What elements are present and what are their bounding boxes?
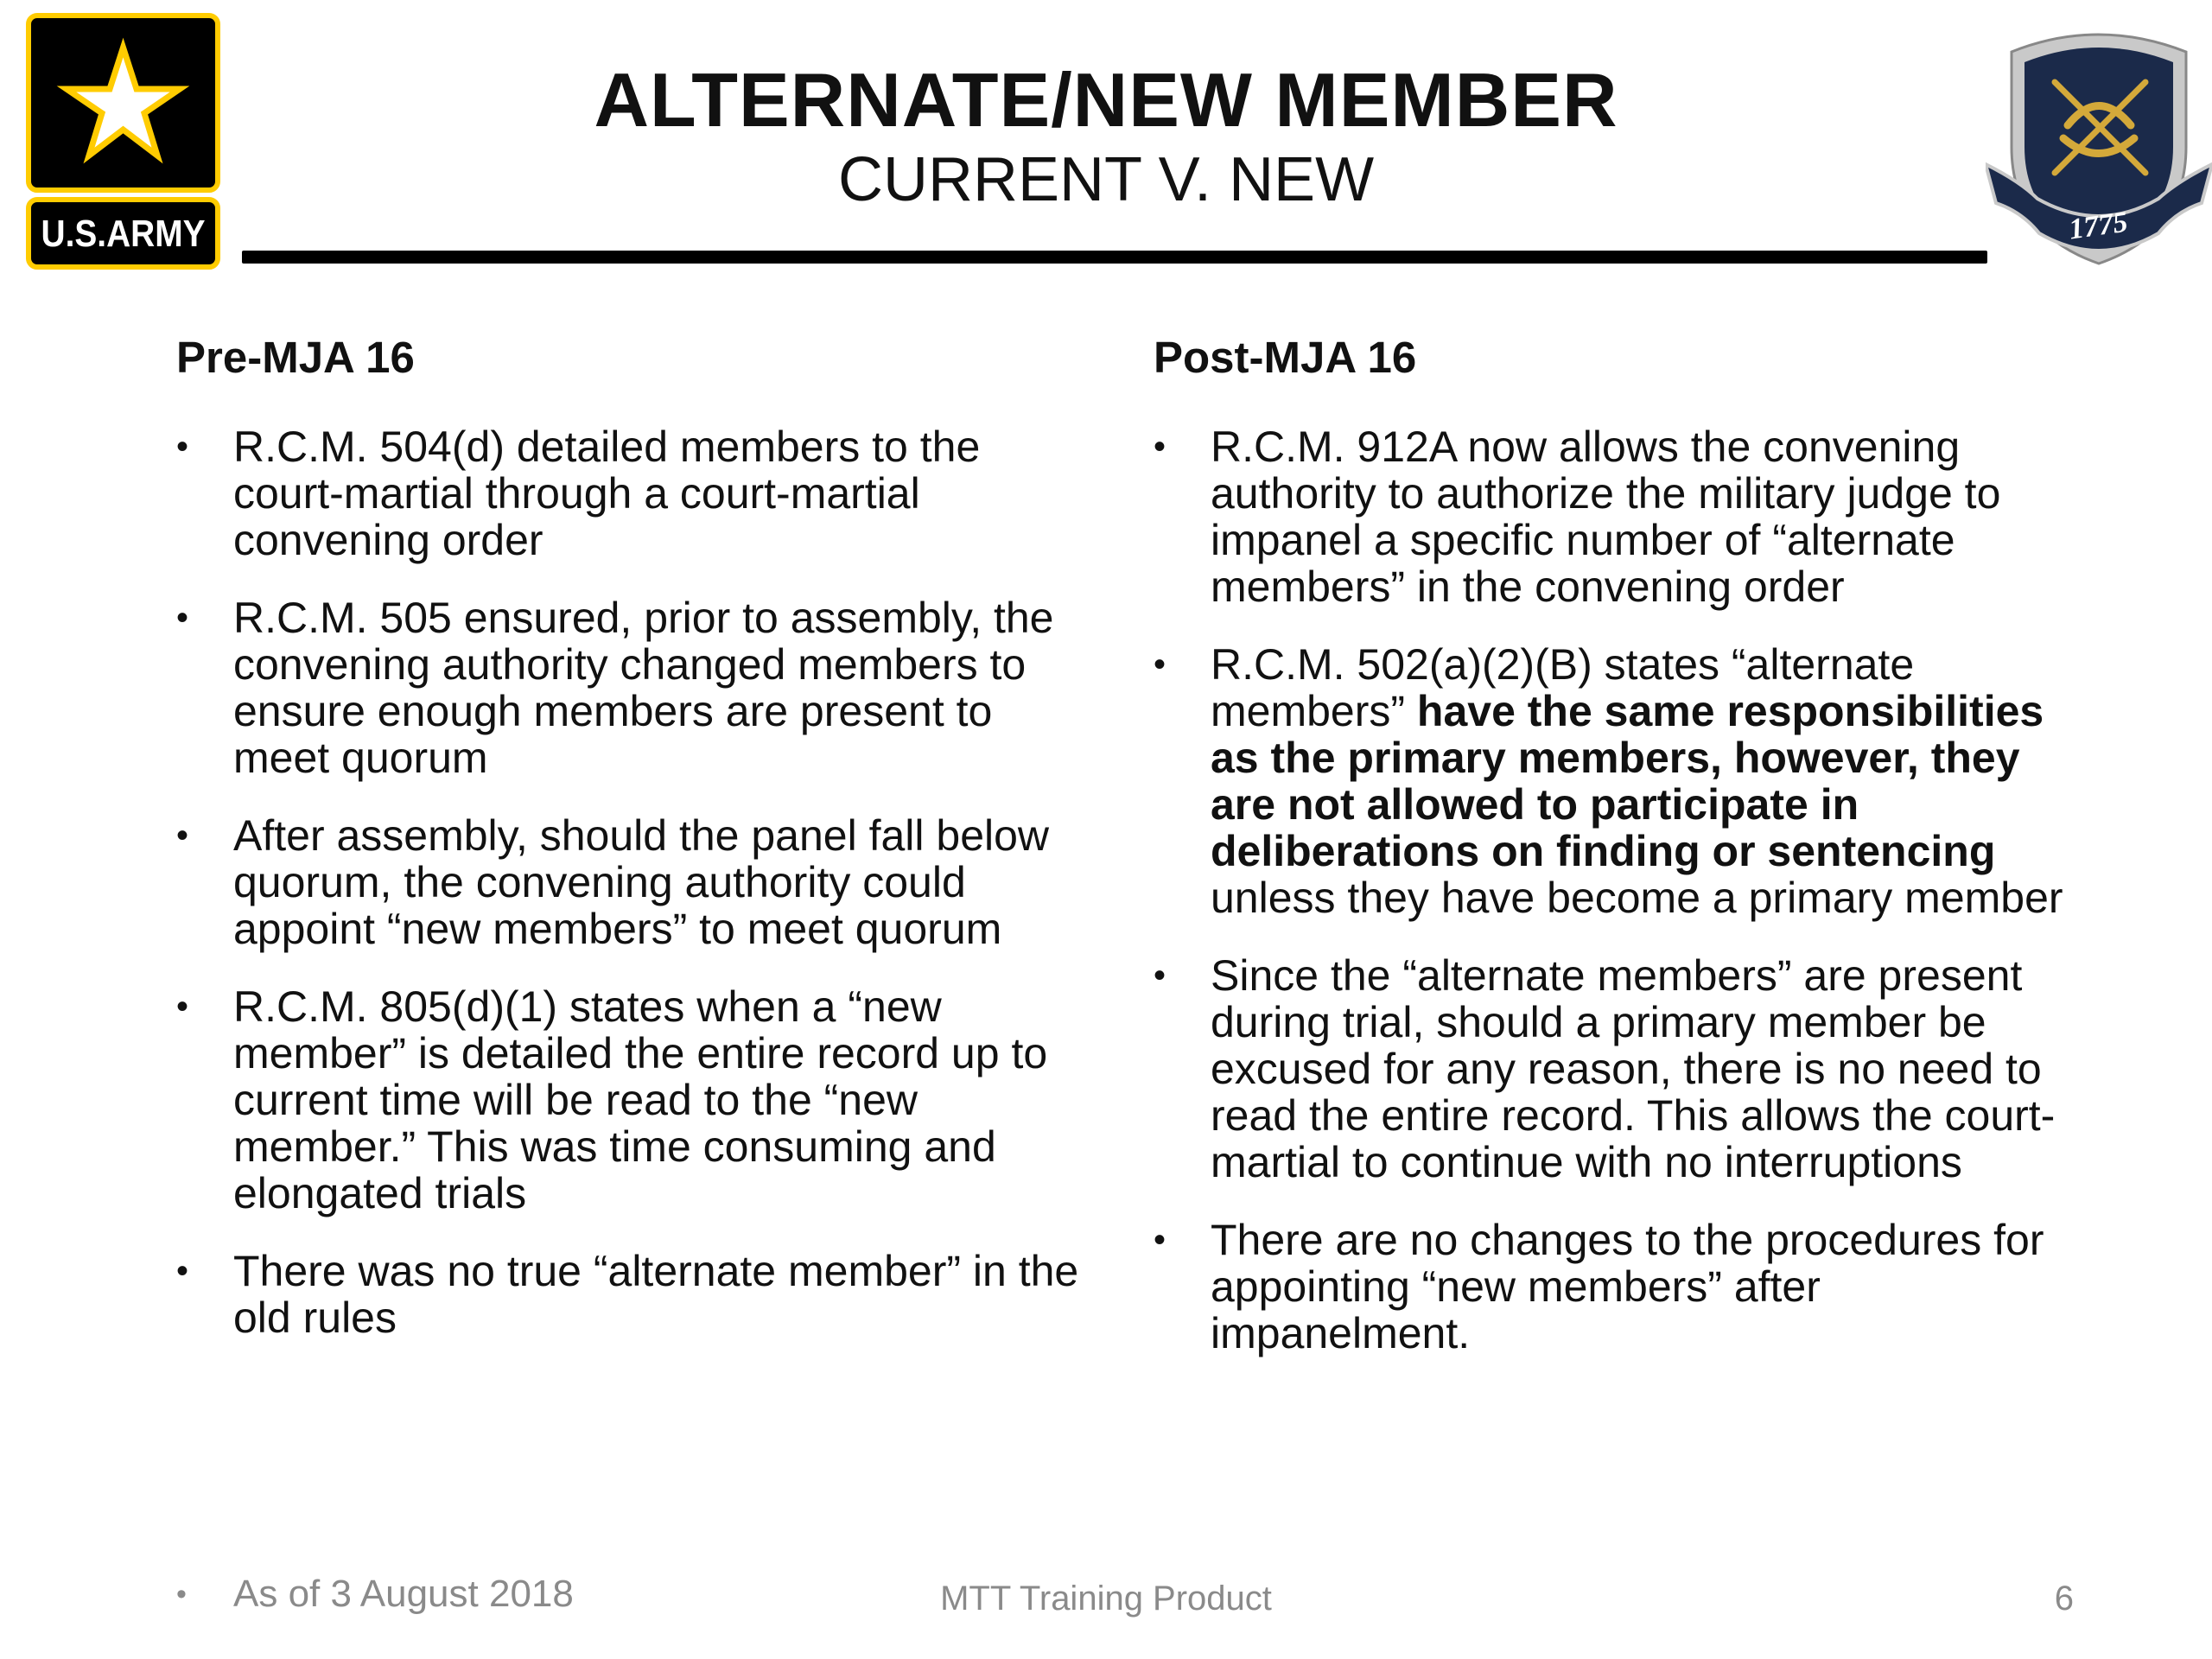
- bullet-text: R.C.M. 502(a)(2)(B) states “alternate members”: [1211, 639, 1915, 735]
- jag-crest-logo: [1986, 17, 2212, 268]
- bullet-item: • There are no changes to the procedures for appointing “new members” after impanelment.: [1154, 1217, 2087, 1357]
- crest-year: 1775: [2067, 206, 2130, 246]
- army-logo-text: U.S.ARMY: [41, 213, 206, 255]
- bullet-item: • R.C.M. 805(d)(1) states when a “new member” is detailed the entire record up to current time will be read to the “new member.” This was time consuming and elongated trials: [176, 983, 1092, 1217]
- pre-mja-column: [176, 333, 1092, 1372]
- bullet-text-bold: have the same responsibilities as the primary members, however, they are not allowed to participate in deliberations on finding or sentencing: [1211, 686, 2044, 875]
- bullet-item: • There was no true “alternate member” in the old rules: [176, 1248, 1092, 1341]
- bullet-item: • R.C.M. 912A now allows the convening authority to authorize the military judge to impanel a specific number of “alternate members” in the convening order: [1154, 423, 2087, 610]
- bullet-item: • R.C.M. 504(d) detailed members to the court-martial through a court-martial convening order: [176, 423, 1092, 563]
- title-divider: [242, 251, 1987, 264]
- page-number: 6: [2054, 1580, 2074, 1618]
- post-mja-bullet-list: [1154, 423, 2087, 1357]
- bullet-item: • After assembly, should the panel fall below quorum, the convening authority could appoint “new members” to meet quorum: [176, 812, 1092, 952]
- post-mja-column: [1154, 333, 2087, 1388]
- slide-title: ALTERNATE/NEW MEMBER: [594, 57, 1618, 143]
- bullet-item: • Since the “alternate members” are present during trial, should a primary member be excused for any reason, there is no need to read the entire record. This allows the court-martial to continue with no interruptions: [1154, 952, 2087, 1185]
- footer-date: • As of 3 August 2018: [176, 1573, 574, 1616]
- post-mja-heading: Post-MJA 16: [1154, 333, 1417, 382]
- bullet-item-mixed: [1154, 641, 2087, 921]
- bullet-item: • R.C.M. 505 ensured, prior to assembly, the convening authority changed members to ensure enough members are present to meet quorum: [176, 594, 1092, 781]
- pre-mja-bullet-list: [176, 423, 1092, 1341]
- footer-product-label: MTT Training Product: [940, 1580, 1272, 1618]
- pre-mja-heading: Pre-MJA 16: [176, 333, 415, 382]
- slide-subtitle: CURRENT V. NEW: [837, 145, 1375, 214]
- bullet-text: unless they have become a primary member: [1211, 873, 2063, 922]
- us-army-logo: [26, 13, 220, 272]
